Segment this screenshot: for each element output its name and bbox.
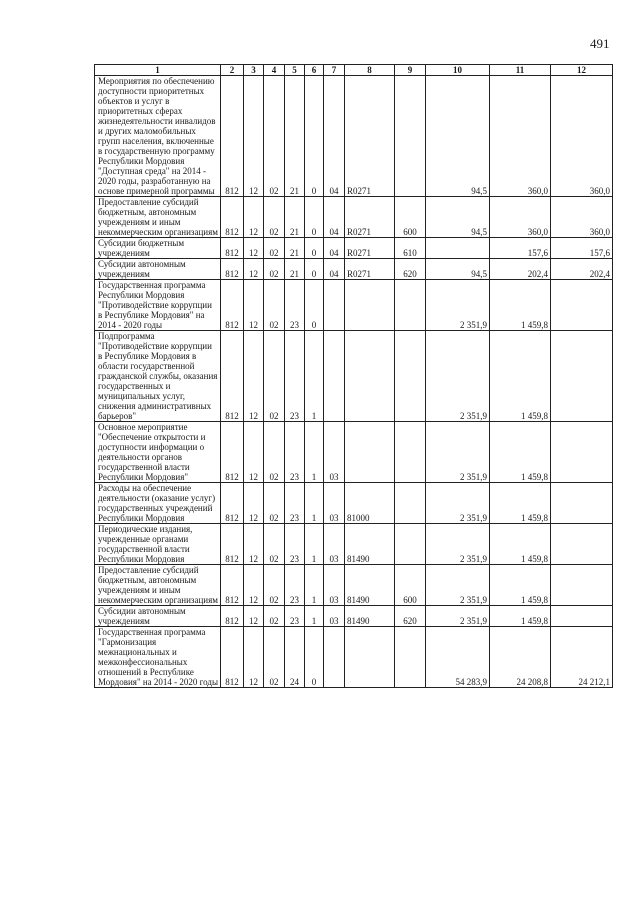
cell-c12 (551, 422, 613, 483)
cell-c11: 1 459,8 (490, 280, 551, 331)
cell-c7: 04 (324, 197, 345, 238)
cell-c10: 2 351,9 (426, 565, 490, 606)
cell-c8 (345, 280, 395, 331)
cell-c7: 04 (324, 259, 345, 280)
cell-c7: 03 (324, 524, 345, 565)
cell-c6: 0 (305, 76, 324, 197)
col-header-4: 4 (264, 65, 285, 76)
cell-c7: 03 (324, 422, 345, 483)
cell-c11: 360,0 (490, 197, 551, 238)
cell-c3: 12 (244, 606, 264, 627)
cell-c8: 81490 (345, 524, 395, 565)
cell-c6: 0 (305, 238, 324, 259)
row-name-cell: Субсидии автономным учреждениям (95, 606, 221, 627)
cell-c5: 21 (285, 76, 305, 197)
cell-c4: 02 (264, 331, 285, 422)
cell-c4: 02 (264, 197, 285, 238)
cell-c2: 812 (221, 422, 244, 483)
col-header-7: 7 (324, 65, 345, 76)
cell-c12: 360,0 (551, 76, 613, 197)
cell-c8: R0271 (345, 76, 395, 197)
cell-c10: 2 351,9 (426, 483, 490, 524)
table-row (95, 76, 613, 197)
cell-c4: 02 (264, 627, 285, 688)
cell-c11: 157,6 (490, 238, 551, 259)
cell-c2: 812 (221, 259, 244, 280)
cell-c2: 812 (221, 76, 244, 197)
cell-c5: 23 (285, 524, 305, 565)
col-header-11: 11 (490, 65, 551, 76)
cell-c2: 812 (221, 238, 244, 259)
table-row (95, 331, 613, 422)
cell-c5: 24 (285, 627, 305, 688)
col-header-12: 12 (551, 65, 613, 76)
cell-c10: 54 283,9 (426, 627, 490, 688)
table-row (95, 524, 613, 565)
col-header-3: 3 (244, 65, 264, 76)
col-header-10: 10 (426, 65, 490, 76)
cell-c11: 1 459,8 (490, 606, 551, 627)
cell-c3: 12 (244, 259, 264, 280)
cell-c8: 81490 (345, 565, 395, 606)
cell-c7 (324, 627, 345, 688)
cell-c7: 03 (324, 483, 345, 524)
cell-c7: 04 (324, 76, 345, 197)
col-header-5: 5 (285, 65, 305, 76)
cell-c10 (426, 238, 490, 259)
cell-c2: 812 (221, 565, 244, 606)
cell-c4: 02 (264, 76, 285, 197)
table-body (95, 76, 613, 688)
cell-c3: 12 (244, 197, 264, 238)
table-row (95, 280, 613, 331)
cell-c8 (345, 627, 395, 688)
cell-c6: 0 (305, 280, 324, 331)
cell-c8 (345, 422, 395, 483)
cell-c2: 812 (221, 280, 244, 331)
cell-c5: 23 (285, 422, 305, 483)
cell-c4: 02 (264, 280, 285, 331)
cell-c9: 600 (395, 197, 426, 238)
cell-c8: 81000 (345, 483, 395, 524)
cell-c11: 1 459,8 (490, 331, 551, 422)
cell-c7 (324, 331, 345, 422)
cell-c8: R0271 (345, 259, 395, 280)
row-name-cell: Мероприятия по обеспечению доступности приоритетных объектов и услуг в приоритетных сферах жизнедеятельности инвалидов и других маломобильных групп населения, включенные в государственную программу Республики Мордовия "Доступная среда" на 2014 - 2020 годы, разработанную на основе примерной программы (95, 76, 221, 197)
cell-c7: 04 (324, 238, 345, 259)
cell-c6: 1 (305, 606, 324, 627)
cell-c6: 0 (305, 197, 324, 238)
row-name-cell: Государственная программа "Гармонизация межнациональных и межконфессиональных отношений в Республике Мордовия" на 2014 - 2020 годы (95, 627, 221, 688)
cell-c8 (345, 331, 395, 422)
row-name-cell: Субсидии бюджетным учреждениям (95, 238, 221, 259)
col-header-1: 1 (95, 65, 221, 76)
cell-c3: 12 (244, 238, 264, 259)
row-name-cell: Государственная программа Республики Мордовия "Противодействие коррупции в Республике Мордовия" на 2014 - 2020 годы (95, 280, 221, 331)
cell-c12 (551, 565, 613, 606)
cell-c5: 23 (285, 483, 305, 524)
cell-c2: 812 (221, 483, 244, 524)
cell-c10: 94,5 (426, 259, 490, 280)
row-name-cell: Расходы на обеспечение деятельности (оказание услуг) государственных учреждений Республики Мордовия (95, 483, 221, 524)
cell-c12: 360,0 (551, 197, 613, 238)
cell-c9: 600 (395, 565, 426, 606)
cell-c3: 12 (244, 524, 264, 565)
cell-c8: 81490 (345, 606, 395, 627)
row-name-cell: Основное мероприятие "Обеспечение открытости и доступности информации о деятельности органов государственной власти Республики Мордовия" (95, 422, 221, 483)
cell-c6: 1 (305, 331, 324, 422)
cell-c11: 1 459,8 (490, 565, 551, 606)
cell-c10: 2 351,9 (426, 524, 490, 565)
col-header-6: 6 (305, 65, 324, 76)
cell-c12 (551, 483, 613, 524)
cell-c11: 24 208,8 (490, 627, 551, 688)
cell-c9 (395, 280, 426, 331)
cell-c2: 812 (221, 524, 244, 565)
cell-c12 (551, 524, 613, 565)
row-name-cell: Периодические издания, учрежденные органами государственной власти Республики Мордовия (95, 524, 221, 565)
cell-c8: R0271 (345, 197, 395, 238)
cell-c11: 1 459,8 (490, 483, 551, 524)
budget-table (94, 64, 613, 688)
row-name-cell: Подпрограмма "Противодействие коррупции в Республике Мордовия в области государственной гражданской службы, оказания государственных и муниципальных услуг, снижения административных барьеров" (95, 331, 221, 422)
table-row (95, 483, 613, 524)
cell-c8: R0271 (345, 238, 395, 259)
cell-c9 (395, 76, 426, 197)
cell-c3: 12 (244, 76, 264, 197)
cell-c6: 0 (305, 627, 324, 688)
row-name-cell: Предоставление субсидий бюджетным, автономным учреждениям и иным некоммерческим организациям (95, 565, 221, 606)
cell-c4: 02 (264, 422, 285, 483)
cell-c10: 2 351,9 (426, 280, 490, 331)
cell-c3: 12 (244, 483, 264, 524)
cell-c3: 12 (244, 565, 264, 606)
cell-c11: 360,0 (490, 76, 551, 197)
cell-c2: 812 (221, 197, 244, 238)
cell-c5: 23 (285, 606, 305, 627)
cell-c2: 812 (221, 627, 244, 688)
header-row (95, 65, 613, 76)
cell-c11: 202,4 (490, 259, 551, 280)
cell-c5: 23 (285, 565, 305, 606)
cell-c4: 02 (264, 565, 285, 606)
cell-c12: 157,6 (551, 238, 613, 259)
cell-c3: 12 (244, 422, 264, 483)
row-name-cell: Субсидии автономным учреждениям (95, 259, 221, 280)
cell-c6: 1 (305, 565, 324, 606)
cell-c9 (395, 524, 426, 565)
cell-c9: 610 (395, 238, 426, 259)
page-number: 491 (590, 36, 610, 51)
col-header-8: 8 (345, 65, 395, 76)
table-row (95, 627, 613, 688)
cell-c6: 1 (305, 483, 324, 524)
cell-c6: 0 (305, 259, 324, 280)
cell-c10: 94,5 (426, 197, 490, 238)
cell-c5: 21 (285, 197, 305, 238)
cell-c12 (551, 331, 613, 422)
cell-c9 (395, 483, 426, 524)
table-row (95, 606, 613, 627)
cell-c9 (395, 331, 426, 422)
row-name-cell: Предоставление субсидий бюджетным, автономным учреждениям и иным некоммерческим организациям (95, 197, 221, 238)
cell-c7: 03 (324, 565, 345, 606)
cell-c9 (395, 627, 426, 688)
cell-c4: 02 (264, 524, 285, 565)
cell-c11: 1 459,8 (490, 422, 551, 483)
cell-c10: 2 351,9 (426, 422, 490, 483)
cell-c5: 23 (285, 331, 305, 422)
table-row (95, 259, 613, 280)
cell-c3: 12 (244, 627, 264, 688)
cell-c5: 21 (285, 238, 305, 259)
cell-c12: 24 212,1 (551, 627, 613, 688)
table-row (95, 422, 613, 483)
cell-c4: 02 (264, 238, 285, 259)
cell-c12 (551, 606, 613, 627)
cell-c10: 94,5 (426, 76, 490, 197)
cell-c10: 2 351,9 (426, 331, 490, 422)
cell-c5: 23 (285, 280, 305, 331)
cell-c5: 21 (285, 259, 305, 280)
cell-c4: 02 (264, 483, 285, 524)
cell-c12: 202,4 (551, 259, 613, 280)
cell-c9: 620 (395, 259, 426, 280)
cell-c9 (395, 422, 426, 483)
table-row (95, 238, 613, 259)
table-row (95, 197, 613, 238)
cell-c7: 03 (324, 606, 345, 627)
table-row (95, 565, 613, 606)
cell-c11: 1 459,8 (490, 524, 551, 565)
cell-c10: 2 351,9 (426, 606, 490, 627)
col-header-2: 2 (221, 65, 244, 76)
cell-c2: 812 (221, 331, 244, 422)
cell-c4: 02 (264, 606, 285, 627)
cell-c12 (551, 280, 613, 331)
cell-c6: 1 (305, 422, 324, 483)
cell-c9: 620 (395, 606, 426, 627)
cell-c3: 12 (244, 280, 264, 331)
cell-c7 (324, 280, 345, 331)
cell-c6: 1 (305, 524, 324, 565)
col-header-9: 9 (395, 65, 426, 76)
cell-c4: 02 (264, 259, 285, 280)
cell-c2: 812 (221, 606, 244, 627)
cell-c3: 12 (244, 331, 264, 422)
